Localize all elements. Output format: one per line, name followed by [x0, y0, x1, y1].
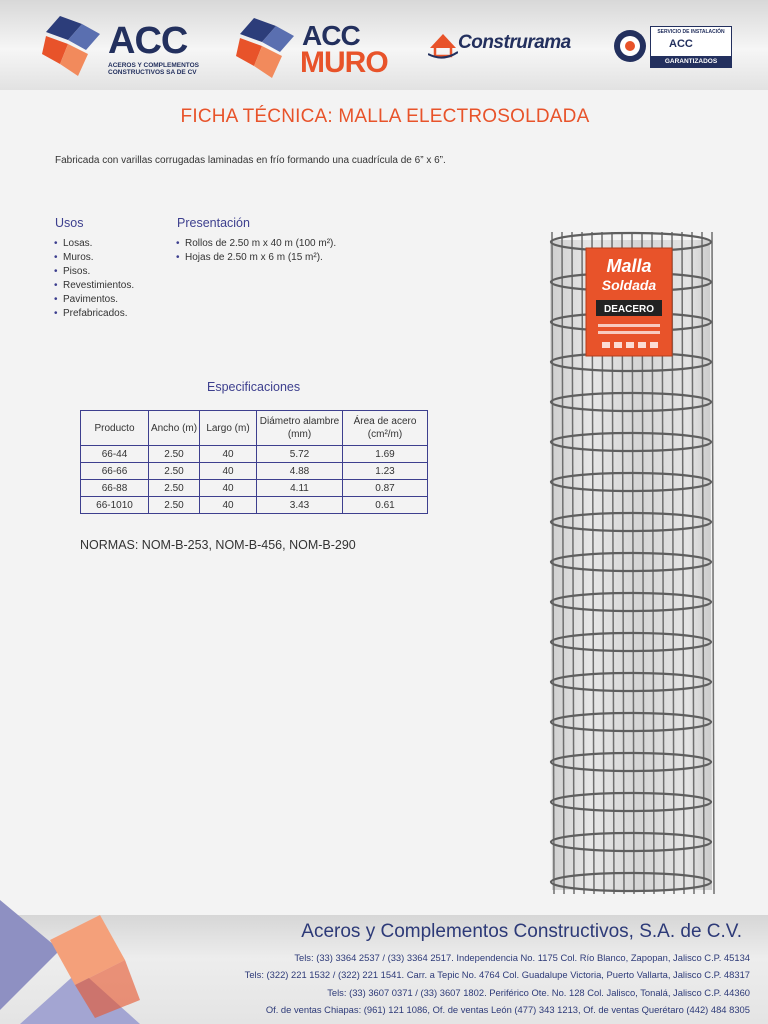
column-header: Producto — [81, 411, 149, 446]
table-cell: 66-66 — [81, 463, 149, 480]
usos-heading: Usos — [55, 216, 84, 230]
welded-mesh-roll — [540, 210, 720, 905]
table-cell: 2.50 — [149, 480, 200, 497]
table-cell: 0.61 — [343, 497, 428, 514]
specs-heading: Especificaciones — [207, 380, 301, 394]
table-cell: 5.72 — [257, 446, 343, 463]
mesh-wire — [712, 232, 714, 894]
garantizados-badge — [650, 26, 732, 68]
list-item: • Rollos de 2.50 m x 40 m (100 m²). — [176, 237, 336, 251]
house-icon — [428, 30, 458, 60]
contact-line: Tels: (33) 3607 0371 / (33) 3607 1802. Periférico Ote. No. 128 Col. Jalisco, Tonalá, Jalisco C.P. 44360 — [327, 987, 750, 998]
product-label — [586, 248, 672, 356]
presentacion-list — [176, 237, 336, 265]
garantizados-top-text: SERVICIO DE INSTALACIÓN — [657, 29, 725, 35]
acc-logo[interactable] — [42, 12, 212, 82]
table-cell: 40 — [200, 497, 257, 514]
list-item: • Hojas de 2.50 m x 6 m (15 m²). — [176, 251, 336, 265]
construrama-logo[interactable] — [428, 28, 574, 62]
table-row — [81, 463, 428, 480]
company-name: Aceros y Complementos Constructivos, S.A. de C.V. — [301, 921, 742, 942]
table-header-row — [81, 411, 428, 446]
page-title: FICHA TÉCNICA: MALLA ELECTROSOLDADA — [180, 106, 590, 127]
table-cell: 3.43 — [257, 497, 343, 514]
table-cell: 66-88 — [81, 480, 149, 497]
acc-brand-text: ACC — [108, 20, 188, 62]
acc-subtitle-1: ACEROS Y COMPLEMENTOS — [108, 62, 200, 69]
label-line2: Soldada — [601, 277, 657, 293]
acc-cube-icon — [42, 12, 102, 82]
muro-line2: MURO — [300, 46, 388, 79]
list-item: • Pisos. — [54, 265, 134, 279]
usos-list — [54, 237, 134, 321]
table-cell: 66-44 — [81, 446, 149, 463]
table-cell: 2.50 — [149, 497, 200, 514]
target-icon — [612, 28, 648, 64]
contact-line: Tels: (322) 221 1532 / (322) 221 1541. Carr. a Tepic No. 4764 Col. Guadalupe Victoria, Puerto Vallarta, Jalisco C.P. 48317 — [244, 969, 750, 980]
table-cell: 4.88 — [257, 463, 343, 480]
footer-decoration — [0, 900, 150, 1024]
list-item: • Prefabricados. — [54, 307, 134, 321]
column-header: Diámetro alambre (mm) — [257, 411, 343, 446]
acc-subtitle-2: CONSTRUCTIVOS SA DE CV — [108, 69, 197, 76]
garantizados-bottom-text: GARANTIZADOS — [651, 56, 731, 67]
garantizados-logo[interactable] — [612, 22, 732, 70]
table-cell: 4.11 — [257, 480, 343, 497]
acc-muro-cube-icon — [236, 14, 296, 82]
column-header: Ancho (m) — [149, 411, 200, 446]
label-line1: Malla — [606, 256, 652, 276]
list-item: • Losas. — [54, 237, 134, 251]
contact-line: Of. de ventas Chiapas: (961) 121 1086, Of. de ventas León (477) 343 1213, Of. de ventas Querétaro (442) 484 8305 — [265, 1004, 750, 1015]
table-cell: 2.50 — [149, 463, 200, 480]
list-item: • Revestimientos. — [54, 279, 134, 293]
header-band — [0, 0, 768, 90]
contact-line: Tels: (33) 3364 2537 / (33) 3364 2517. Independencia No. 1175 Col. Río Blanco, Zapopan, Jalisco C.P. 45134 — [294, 952, 750, 963]
mesh-roll-image — [540, 210, 720, 905]
intro-text: Fabricada con varillas corrugadas laminadas en frío formando una cuadrícula de 6” x 6”. — [55, 155, 446, 166]
table-cell: 1.23 — [343, 463, 428, 480]
construrama-text: Construrama — [458, 32, 571, 53]
normas-text: NORMAS: NOM-B-253, NOM-B-456, NOM-B-290 — [80, 538, 356, 552]
garantizados-mid-text: ACC — [669, 38, 693, 50]
column-header: Área de acero (cm²/m) — [343, 411, 428, 446]
label-brand: DEACERO — [603, 304, 655, 315]
muro-line1: ACC — [302, 20, 360, 51]
presentacion-heading: Presentación — [177, 216, 250, 230]
table-row — [81, 497, 428, 514]
column-header: Largo (m) — [200, 411, 257, 446]
table-cell: 40 — [200, 463, 257, 480]
table-cell: 2.50 — [149, 446, 200, 463]
table-cell: 40 — [200, 480, 257, 497]
specs-table — [80, 410, 428, 514]
table-cell: 66-1010 — [81, 497, 149, 514]
table-row — [81, 480, 428, 497]
table-cell: 1.69 — [343, 446, 428, 463]
table-cell: 40 — [200, 446, 257, 463]
acc-muro-logo[interactable] — [236, 14, 396, 82]
table-row — [81, 446, 428, 463]
table-cell: 0.87 — [343, 480, 428, 497]
list-item: • Muros. — [54, 251, 134, 265]
list-item: • Pavimentos. — [54, 293, 134, 307]
